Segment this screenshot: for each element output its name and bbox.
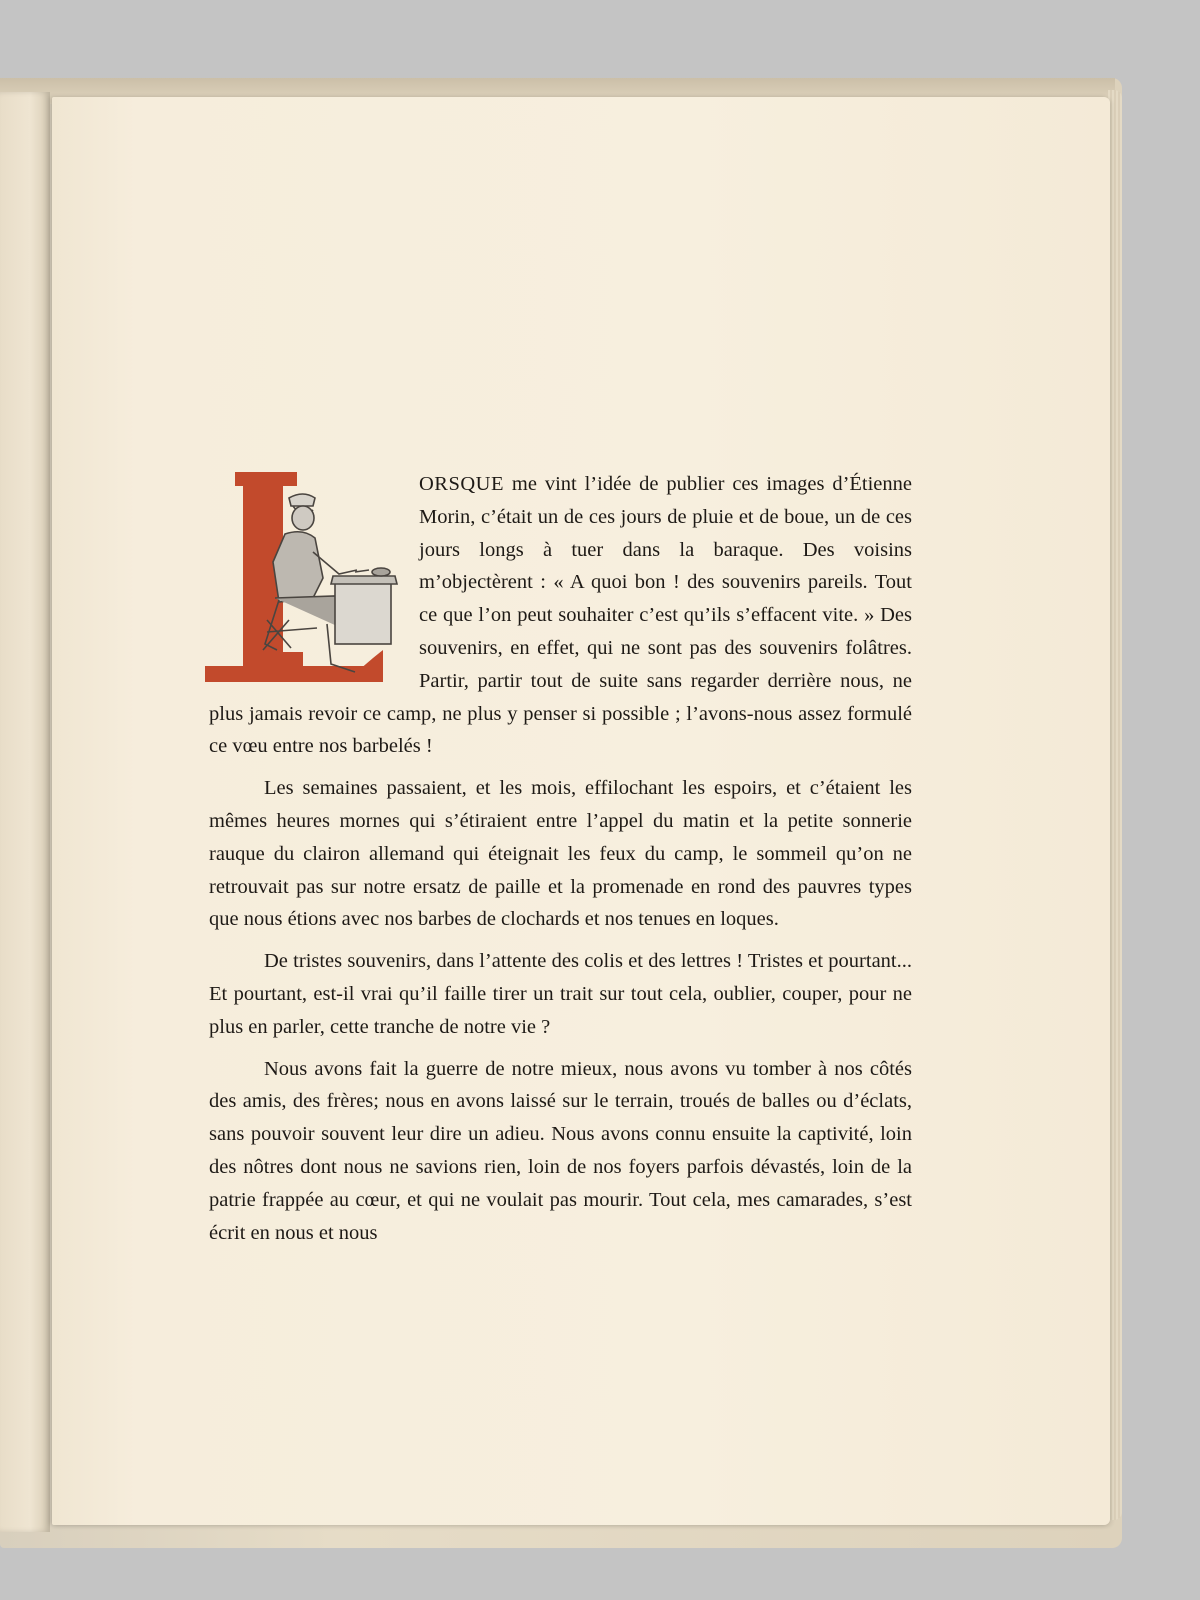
illustrated-dropcap — [205, 472, 413, 686]
left-page-sliver — [0, 92, 50, 1532]
paragraph-4: Nous avons fait la guerre de notre mieux, nous avons vu tomber à nos côtés des amis, des frères; nous en avons laissé sur le terrain, troués de balles ou d’éclats, sans pouvoir souvent leur dire un adieu. Nous avons connu ensuite la captivité, loin des nôtres dont nous ne savions rien, loin de nos foyers parfois dévastés, loin de la patrie frappée au cœur, et qui ne voulait pas mourir. Tout cela, mes camarades, s’est écrit en nous et nous — [209, 1057, 912, 1244]
paragraph-1 — [209, 468, 912, 763]
first-word-smallcaps: ORSQUE — [419, 473, 505, 495]
page-edge-right — [1108, 90, 1122, 1520]
paragraph-2: Les semaines passaient, et les mois, effilochant les espoirs, et c’étaient les mêmes heures mornes qui s’étiraient entre l’appel du matin et la petite sonnerie rauque du clairon allemand qui éteignait les feux du camp, le sommeil qu’on ne retrouvait pas sur notre ersatz de paille et la promenade en rond des pauvres types que nous étions avec nos barbes de clochards et nos tenues en loques. — [209, 777, 912, 931]
paragraph-1-text: me vint l’idée de publier ces images d’Étienne Morin, c’était un de ces jours de pluie et de boue, un de ces jours longs à tuer dans la baraque. Des voisins m’objectèrent : « A quoi bon ! des souvenirs pareils. Tout ce que l’on peut souhaiter c’est qu’ils s’effacent vite. » Des souvenirs, en effet, qui ne sont pas des souvenirs folâtres. Partir, partir tout de suite sans regarder derrière nous, ne plus jamais revoir ce camp, ne plus y penser si possible ; l’avons-nous assez formulé ce vœu entre nos barbelés ! — [209, 473, 913, 758]
dropcap-illustration-icon — [205, 472, 413, 686]
paragraph-3: De tristes souvenirs, dans l’attente des colis et des lettres ! Tristes et pourtant... Et pourtant, est-il vrai qu’il faille tirer un trait sur tout cela, oublier, couper, pour ne plus en parler, cette tranche de notre vie ? — [209, 950, 912, 1038]
text-block — [209, 468, 912, 1249]
